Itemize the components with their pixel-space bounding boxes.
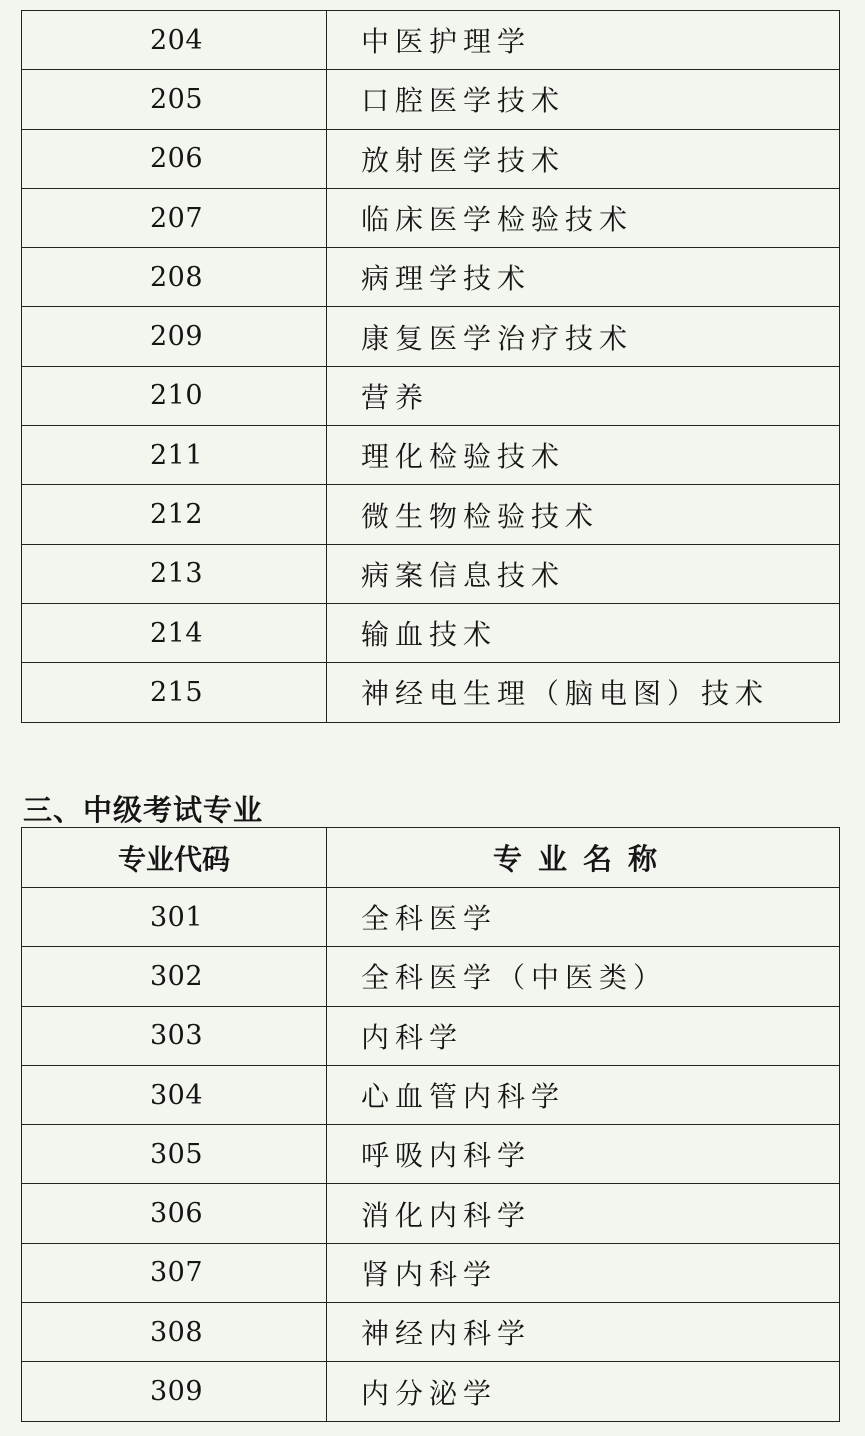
specialty-code: 306 [22,1184,327,1243]
header-specialty-code: 专业代码 [22,828,327,888]
specialty-code: 302 [22,947,327,1006]
specialty-name: 输血技术 [327,603,840,662]
specialty-code: 304 [22,1065,327,1124]
specialty-code: 305 [22,1125,327,1184]
table-row [22,129,840,188]
specialty-code: 204 [22,11,327,70]
specialty-code: 212 [22,485,327,544]
specialty-code: 307 [22,1243,327,1302]
specialty-code: 214 [22,603,327,662]
specialty-name: 心血管内科学 [327,1065,840,1124]
specialty-name: 神经内科学 [327,1303,840,1362]
specialty-name: 微生物检验技术 [327,485,840,544]
specialty-name: 肾内科学 [327,1243,840,1302]
specialty-name: 内分泌学 [327,1362,840,1421]
table-row [22,307,840,366]
specialty-name: 中医护理学 [327,11,840,70]
table-row [22,603,840,662]
specialty-code: 209 [22,307,327,366]
specialty-name: 临床医学检验技术 [327,188,840,247]
table-row [22,426,840,485]
table-row [22,1125,840,1184]
table-row [22,947,840,1006]
specialty-name: 全科医学 [327,888,840,947]
table-row [22,366,840,425]
table-row [22,888,840,947]
specialty-name: 病案信息技术 [327,544,840,603]
specialty-name: 营养 [327,366,840,425]
table-row [22,1065,840,1124]
specialty-code: 213 [22,544,327,603]
specialty-code: 207 [22,188,327,247]
specialty-name: 内科学 [327,1006,840,1065]
specialty-name: 口腔医学技术 [327,70,840,129]
table-header-row [22,828,840,888]
specialty-code: 215 [22,663,327,722]
table-row [22,70,840,129]
specialty-name: 理化检验技术 [327,426,840,485]
specialty-code: 205 [22,70,327,129]
header-specialty-name: 专业名称 [327,828,840,888]
specialty-table-intermediate [21,827,840,1422]
specialty-code: 308 [22,1303,327,1362]
table-row [22,485,840,544]
specialty-code: 309 [22,1362,327,1421]
specialty-name: 放射医学技术 [327,129,840,188]
table-row [22,1362,840,1421]
table-row [22,1303,840,1362]
specialty-name: 病理学技术 [327,248,840,307]
specialty-code: 303 [22,1006,327,1065]
specialty-name: 消化内科学 [327,1184,840,1243]
specialty-code: 206 [22,129,327,188]
table-row [22,1184,840,1243]
table-row [22,1243,840,1302]
section-title: 三、中级考试专业 [23,793,264,827]
table-row [22,248,840,307]
table-row [22,1006,840,1065]
table-row [22,11,840,70]
specialty-name: 呼吸内科学 [327,1125,840,1184]
table-row [22,188,840,247]
table-row [22,663,840,722]
specialty-code: 208 [22,248,327,307]
specialty-code: 211 [22,426,327,485]
table-row [22,544,840,603]
specialty-name: 全科医学（中医类） [327,947,840,1006]
specialty-code: 210 [22,366,327,425]
specialty-code: 301 [22,888,327,947]
specialty-name: 康复医学治疗技术 [327,307,840,366]
specialty-name: 神经电生理（脑电图）技术 [327,663,840,722]
specialty-table-junior [21,10,840,723]
